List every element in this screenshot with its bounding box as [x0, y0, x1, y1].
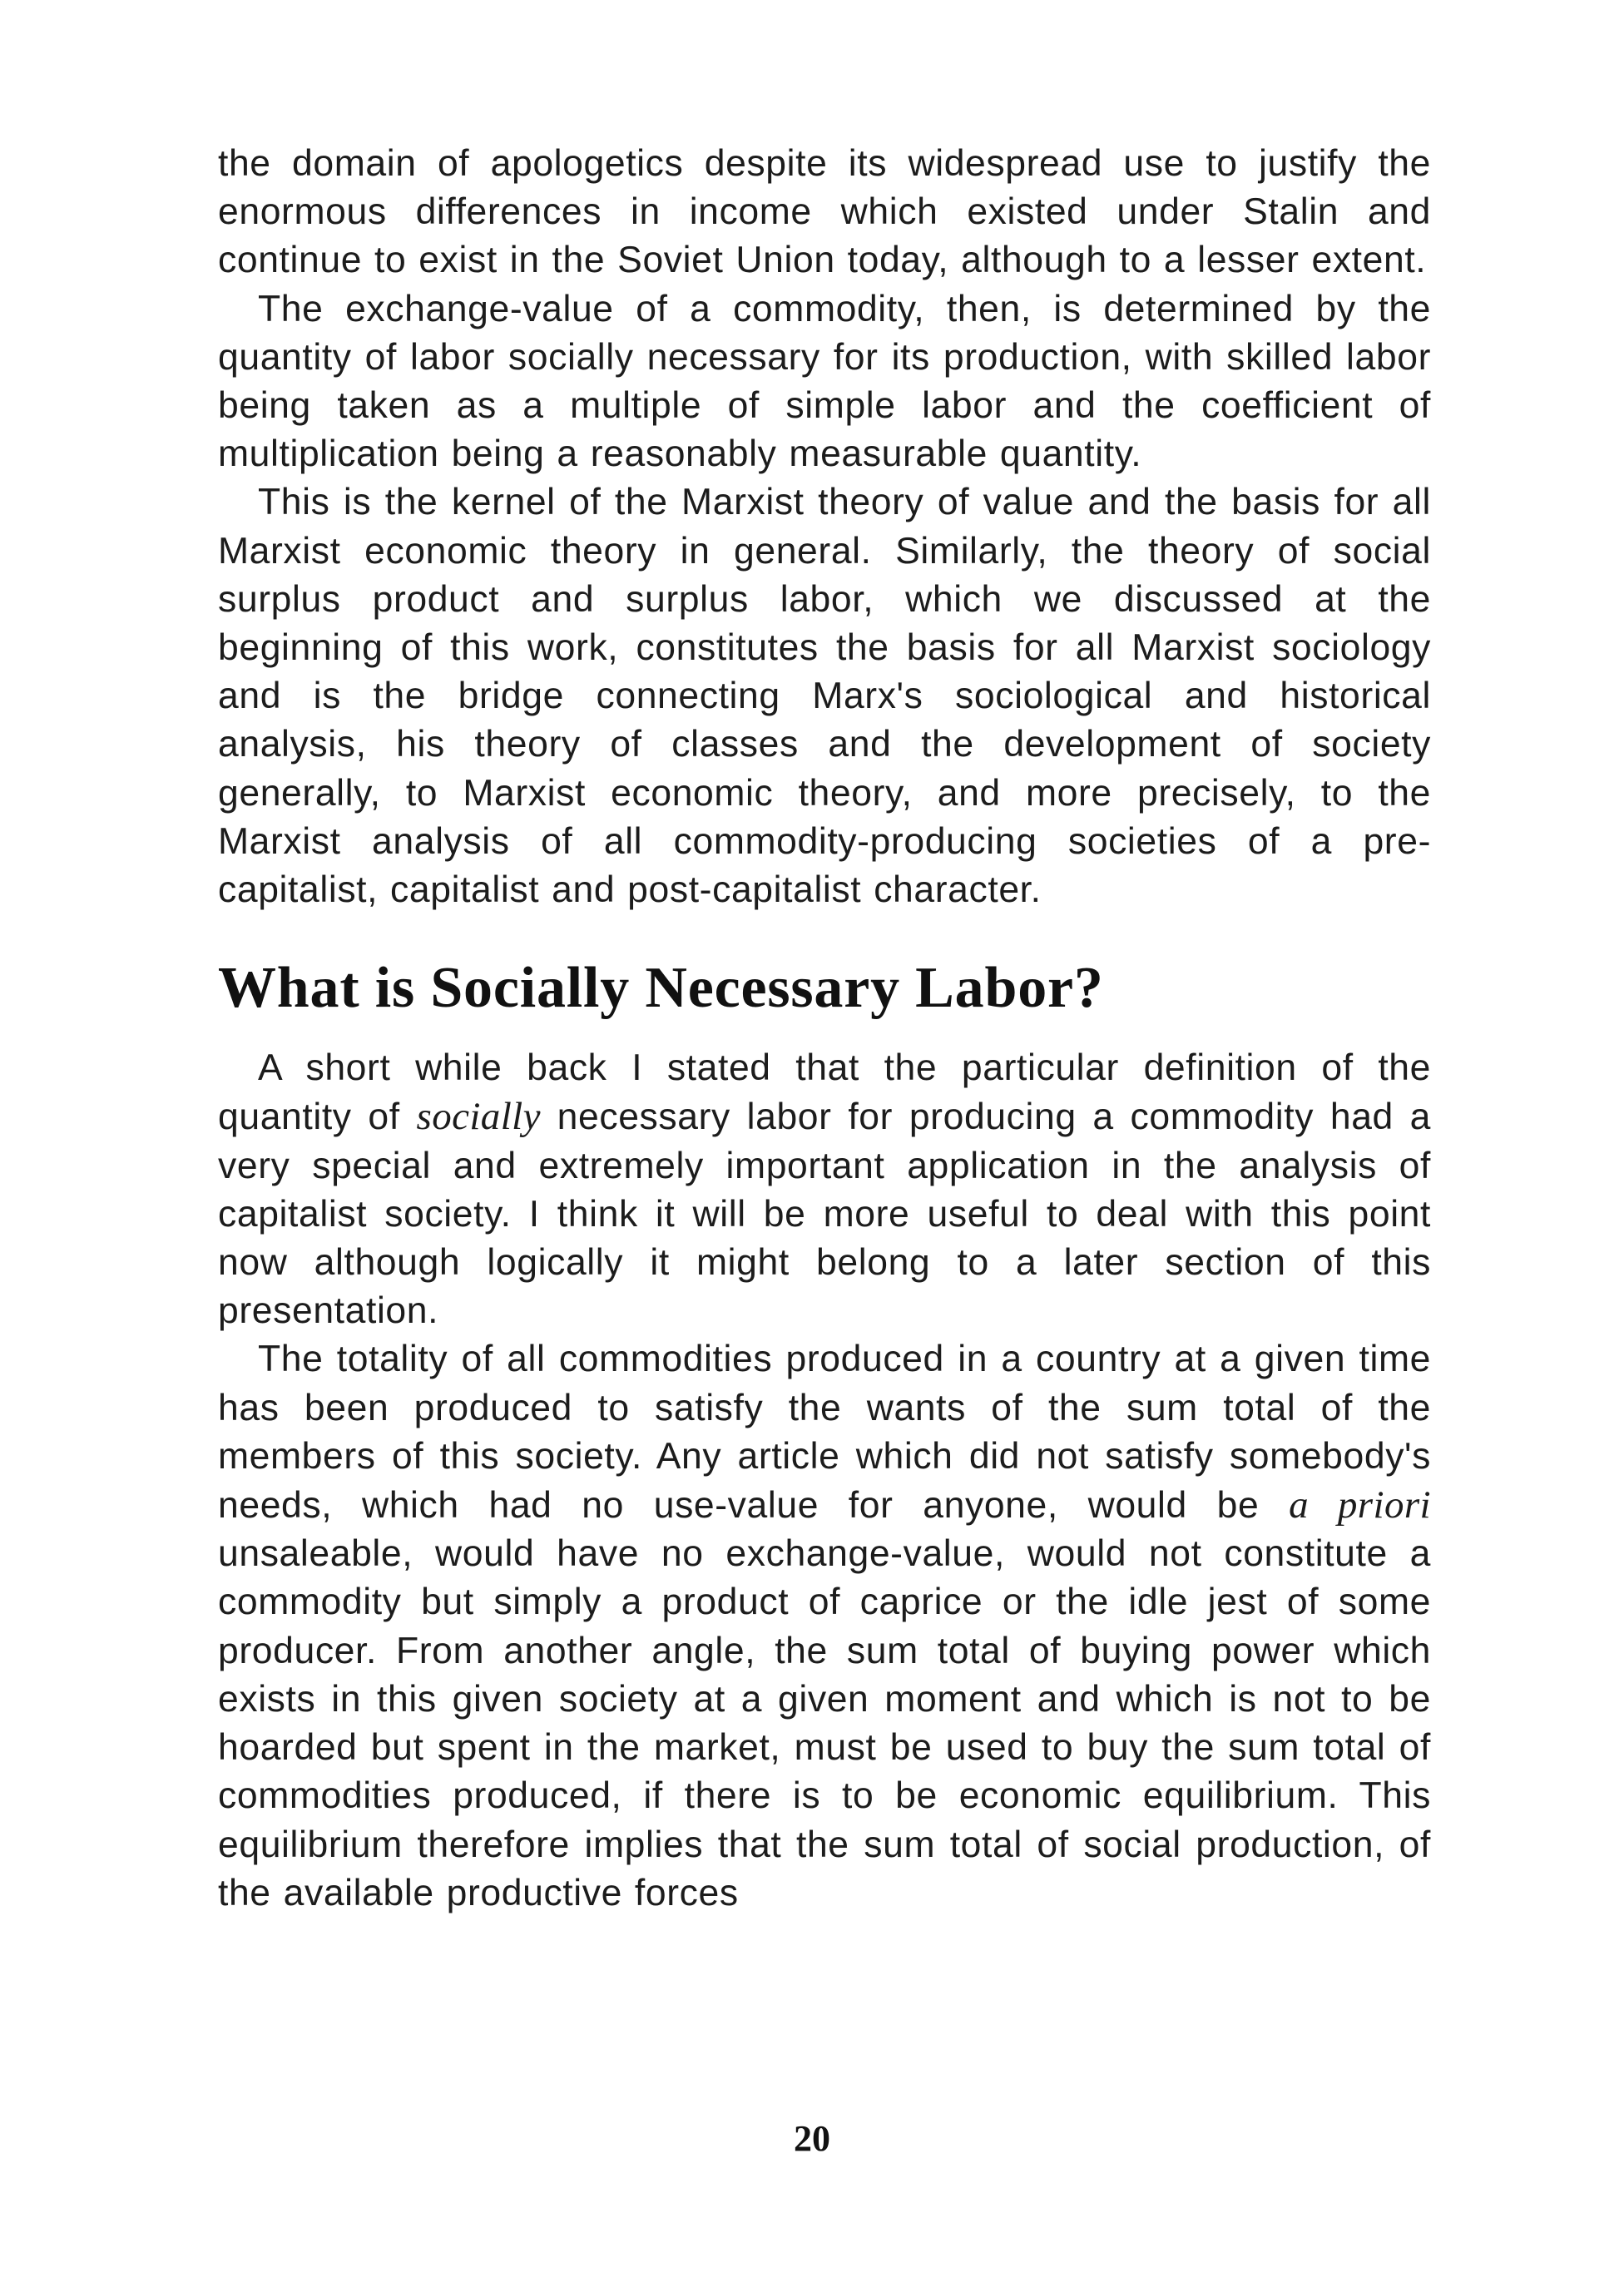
book-page	[218, 140, 1431, 1918]
paragraph: The exchange-value of a commodity, then, is determined by the quantity of labor socially necessary for its production, with skilled labor being taken as a multiple of simple labor and the coefficient of multiplication being a reasonably measurable quantity.	[218, 288, 1431, 475]
paragraph	[218, 1044, 1431, 1335]
section-heading: What is Socially Necessary Labor?	[218, 956, 1104, 1021]
paragraph: the domain of apologetics despite its widespread use to justify the enormous differences in income which existed under Stalin and continue to exist in the Soviet Union today, although to a lesser extent.	[218, 143, 1431, 281]
emphasis-text: socially	[416, 1095, 541, 1139]
paragraph-text: unsaleable, would have no exchange-value, would not constitute a commodity but simply a product of caprice or the idle jest of some producer. From another angle, the sum total of buying power which exists in this given society at a given moment and which is not to be hoarded but spent in the market, must be used to buy the sum total of commodities produced, if there is to be economic equilibrium. This equilibrium therefore implies that the sum total of social production, of the available productive forces	[218, 1533, 1431, 1913]
emphasis-text: a priori	[1289, 1483, 1431, 1527]
paragraph-text: A short while back I stated that the particular definition of the quantity of	[218, 1047, 1431, 1138]
paragraph: This is the kernel of the Marxist theory of value and the basis for all Marxist economic theory in general. Similarly, the theory of social surplus product and surplus labor, which we discussed at the beginning of this work, constitutes the basis for all Marxist sociology and is the bridge connecting Marx's sociological and historical analysis, his theory of classes and the development of society generally, to Marxist economic theory, and more precisely, to the Marxist analysis of all commodity-producing societies of a pre-capitalist, capitalist and post-capitalist character.	[218, 482, 1431, 911]
paragraph-text: The totality of all commodities produced in a country at a given time has been produced to satisfy the wants of the sum total of the members of this society. Any article which did not satisfy somebody's needs, which had no use-value for anyone, would be	[218, 1339, 1431, 1527]
paragraph-text: necessary labor for producing a commodity had a very special and extremely important application in the analysis of capitalist society. I think it will be more useful to deal with this point now although logically it might belong to a later section of this presentation.	[218, 1096, 1431, 1332]
paragraph	[218, 1335, 1431, 1917]
page-number: 20	[794, 2118, 830, 2159]
